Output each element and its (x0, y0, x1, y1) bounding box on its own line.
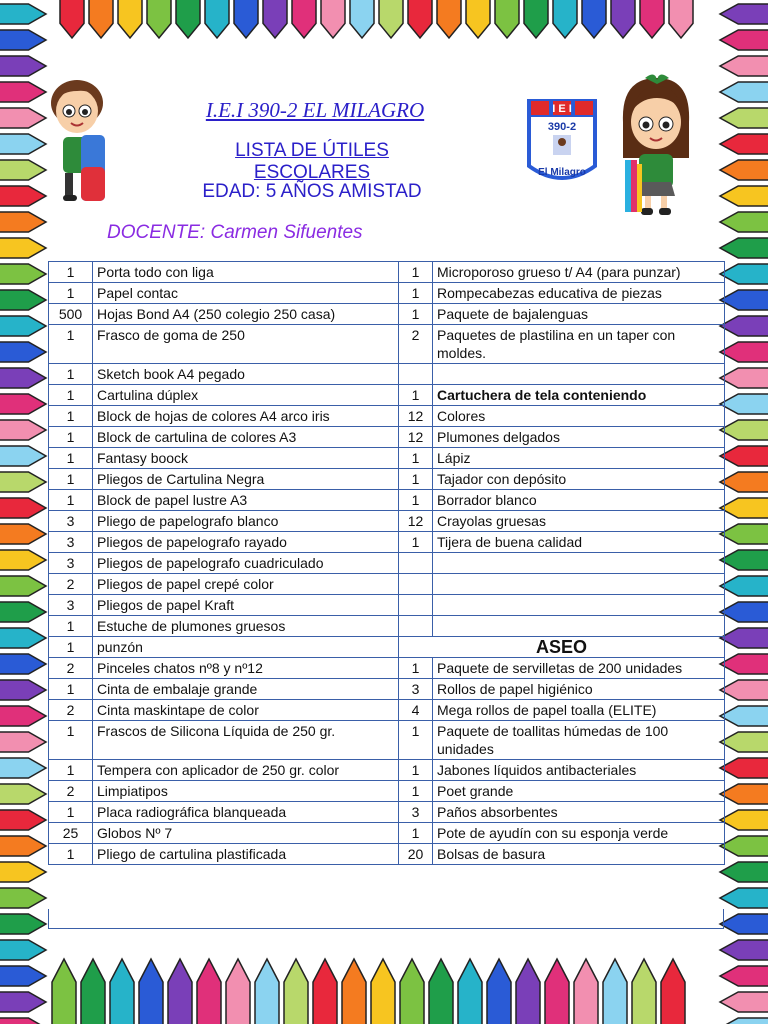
table-row (49, 511, 725, 532)
item-cell: Paquete de toallitas húmedas de 100 unidades (433, 721, 725, 760)
item-cell: Microporoso grueso t/ A4 (para punzar) (433, 262, 725, 283)
crayon-icon (342, 959, 366, 1024)
crayon-icon (81, 959, 105, 1024)
quantity-cell: 1 (49, 427, 93, 448)
item-cell: Pote de ayudín con su esponja verde (433, 823, 725, 844)
crayon-icon (720, 914, 768, 934)
item-cell: Cinta de embalaje grande (93, 679, 399, 700)
header (0, 0, 768, 260)
crayon-icon (720, 706, 768, 726)
crayon-icon (0, 290, 46, 310)
table-row (49, 304, 725, 325)
quantity-cell: 2 (49, 658, 93, 679)
crayon-icon (720, 420, 768, 440)
quantity-cell: 3 (399, 802, 433, 823)
item-cell: Colores (433, 406, 725, 427)
quantity-cell: 1 (49, 385, 93, 406)
badge-name: El Milagro (538, 167, 586, 178)
crayon-icon (720, 862, 768, 882)
item-cell (433, 553, 725, 574)
quantity-cell: 1 (49, 679, 93, 700)
table-row (49, 760, 725, 781)
crayon-icon (0, 628, 46, 648)
quantity-cell: 2 (399, 325, 433, 364)
crayon-icon (720, 290, 768, 310)
crayon-border-bottom (0, 955, 768, 1024)
school-title: I.E.I 390-2 EL MILAGRO (205, 98, 425, 122)
quantity-cell: 1 (49, 637, 93, 658)
boy-illustration (45, 75, 113, 205)
item-cell: Cartuchera de tela conteniendo (433, 385, 725, 406)
quantity-cell (399, 553, 433, 574)
table-row (49, 616, 725, 637)
item-cell: Paquete de servilletas de 200 unidades (433, 658, 725, 679)
quantity-cell: 2 (49, 700, 93, 721)
item-cell: punzón (93, 637, 399, 658)
table-row (49, 700, 725, 721)
crayon-icon (0, 264, 46, 284)
quantity-cell: 1 (399, 532, 433, 553)
crayon-icon (720, 368, 768, 388)
crayon-icon (720, 940, 768, 960)
quantity-cell: 1 (49, 448, 93, 469)
crayon-icon (720, 394, 768, 414)
quantity-cell: 1 (49, 406, 93, 427)
quantity-cell: 1 (399, 658, 433, 679)
badge-top-letters: I E I (552, 103, 572, 115)
crayon-icon (0, 550, 46, 570)
teacher-name: Carmen Sifuentes (210, 222, 363, 243)
item-cell: Tajador con depósito (433, 469, 725, 490)
quantity-cell: 1 (49, 616, 93, 637)
item-cell: Paquetes de plastilina en un taper con moldes. (433, 325, 725, 364)
table-row (49, 781, 725, 802)
age-title: EDAD: 5 AÑOS AMISTAD (202, 181, 422, 202)
quantity-cell: 2 (49, 574, 93, 595)
crayon-icon (0, 368, 46, 388)
item-cell: Pliegos de papelografo cuadriculado (93, 553, 399, 574)
crayon-icon (545, 959, 569, 1024)
quantity-cell: 1 (49, 721, 93, 760)
quantity-cell: 12 (399, 511, 433, 532)
item-cell: Rompecabezas educativa de piezas (433, 283, 725, 304)
item-cell: Estuche de plumones gruesos (93, 616, 399, 637)
supplies-table (48, 261, 725, 865)
quantity-cell (399, 616, 433, 637)
crayon-icon (0, 940, 46, 960)
quantity-cell: 1 (49, 283, 93, 304)
crayon-icon (574, 959, 598, 1024)
crayon-icon (720, 550, 768, 570)
item-cell: Pinceles chatos nº8 y nº12 (93, 658, 399, 679)
item-cell (433, 364, 725, 385)
crayon-icon (720, 576, 768, 596)
crayon-icon (0, 498, 46, 518)
crayon-icon (720, 264, 768, 284)
item-cell: Mega rollos de papel toalla (ELITE) (433, 700, 725, 721)
crayon-icon (0, 758, 46, 778)
crayon-icon (516, 959, 540, 1024)
item-cell: Sketch book A4 pegado (93, 364, 399, 385)
quantity-cell: 1 (49, 490, 93, 511)
quantity-cell: 1 (49, 760, 93, 781)
item-cell: Crayolas gruesas (433, 511, 725, 532)
quantity-cell: 1 (399, 823, 433, 844)
quantity-cell: 3 (49, 595, 93, 616)
girl-illustration (617, 72, 693, 217)
item-cell (433, 574, 725, 595)
crayon-icon (720, 446, 768, 466)
crayon-icon (168, 959, 192, 1024)
crayon-icon (720, 836, 768, 856)
table-row (49, 490, 725, 511)
item-cell: Porta todo con liga (93, 262, 399, 283)
crayon-icon (0, 836, 46, 856)
item-cell (433, 616, 725, 637)
crayon-icon (0, 472, 46, 492)
item-cell: Papel contac (93, 283, 399, 304)
item-cell: Bolsas de basura (433, 844, 725, 865)
item-cell: Cartulina dúplex (93, 385, 399, 406)
crayon-icon (0, 342, 46, 362)
crayon-icon (0, 654, 46, 674)
crayon-icon (720, 680, 768, 700)
item-cell: Block de papel lustre A3 (93, 490, 399, 511)
item-cell: Pliego de cartulina plastificada (93, 844, 399, 865)
crayon-icon (400, 959, 424, 1024)
crayon-icon (720, 966, 768, 986)
crayon-icon (720, 472, 768, 492)
item-cell: Frasco de goma de 250 (93, 325, 399, 364)
crayon-icon (0, 394, 46, 414)
crayon-icon (458, 959, 482, 1024)
crayon-icon (720, 654, 768, 674)
item-cell: Placa radiográfica blanqueada (93, 802, 399, 823)
quantity-cell: 12 (399, 427, 433, 448)
table-row (49, 469, 725, 490)
table-row (49, 823, 725, 844)
item-cell: Fantasy boock (93, 448, 399, 469)
crayon-icon (0, 732, 46, 752)
quantity-cell: 3 (399, 679, 433, 700)
table-row (49, 283, 725, 304)
item-cell: Tempera con aplicador de 250 gr. color (93, 760, 399, 781)
item-cell: Block de cartulina de colores A3 (93, 427, 399, 448)
quantity-cell: 3 (49, 532, 93, 553)
crayon-icon (0, 706, 46, 726)
crayon-icon (720, 316, 768, 336)
item-cell: Cinta maskintape de color (93, 700, 399, 721)
crayon-icon (0, 784, 46, 804)
item-cell: Pliegos de Cartulina Negra (93, 469, 399, 490)
table-row (49, 427, 725, 448)
crayon-icon (0, 680, 46, 700)
item-cell: Paquete de bajalenguas (433, 304, 725, 325)
crayon-icon (0, 992, 46, 1012)
table-row (49, 844, 725, 865)
item-cell: Poet grande (433, 781, 725, 802)
quantity-cell: 1 (49, 325, 93, 364)
quantity-cell: 1 (399, 448, 433, 469)
item-cell: Frascos de Silicona Líquida de 250 gr. (93, 721, 399, 760)
crayon-icon (0, 862, 46, 882)
crayon-icon (720, 628, 768, 648)
crayon-icon (603, 959, 627, 1024)
teacher-line (107, 222, 363, 244)
crayon-icon (0, 602, 46, 622)
quantity-cell: 500 (49, 304, 93, 325)
crayon-icon (110, 959, 134, 1024)
crayon-icon (720, 992, 768, 1012)
quantity-cell: 1 (399, 304, 433, 325)
crayon-icon (720, 810, 768, 830)
item-cell: Jabones líquidos antibacteriales (433, 760, 725, 781)
crayon-icon (720, 732, 768, 752)
quantity-cell (399, 574, 433, 595)
quantity-cell: 1 (49, 802, 93, 823)
table-row (49, 679, 725, 700)
quantity-cell: 1 (49, 844, 93, 865)
crayon-icon (720, 888, 768, 908)
quantity-cell: 1 (399, 385, 433, 406)
crayon-icon (720, 602, 768, 622)
quantity-cell: 20 (399, 844, 433, 865)
crayon-icon (284, 959, 308, 1024)
crayon-icon (0, 966, 46, 986)
table-row (49, 658, 725, 679)
quantity-cell: 1 (49, 469, 93, 490)
teacher-label: DOCENTE: (107, 222, 206, 243)
item-cell: Paños absorbentes (433, 802, 725, 823)
crayon-icon (632, 959, 656, 1024)
crayon-icon (720, 758, 768, 778)
quantity-cell: 25 (49, 823, 93, 844)
quantity-cell: 1 (399, 490, 433, 511)
crayon-icon (371, 959, 395, 1024)
crayon-icon (0, 1018, 46, 1024)
crayon-icon (0, 914, 46, 934)
crayon-icon (0, 420, 46, 440)
item-cell (433, 595, 725, 616)
quantity-cell: 2 (49, 781, 93, 802)
crayon-icon (0, 810, 46, 830)
crayon-icon (429, 959, 453, 1024)
crayon-icon (720, 524, 768, 544)
table-row (49, 325, 725, 364)
crayon-icon (226, 959, 250, 1024)
item-cell: Pliego de papelografo blanco (93, 511, 399, 532)
table-row (49, 406, 725, 427)
item-cell: Lápiz (433, 448, 725, 469)
quantity-cell: 4 (399, 700, 433, 721)
crayon-icon (661, 959, 685, 1024)
table-row (49, 364, 725, 385)
crayon-icon (197, 959, 221, 1024)
table-row (49, 532, 725, 553)
crayon-icon (0, 316, 46, 336)
quantity-cell: 1 (399, 262, 433, 283)
quantity-cell: 1 (399, 469, 433, 490)
table-row (49, 595, 725, 616)
quantity-cell: 3 (49, 553, 93, 574)
item-cell: Borrador blanco (433, 490, 725, 511)
quantity-cell (399, 364, 433, 385)
quantity-cell (399, 595, 433, 616)
item-cell: Tijera de buena calidad (433, 532, 725, 553)
quantity-cell: 1 (399, 760, 433, 781)
table-row (49, 262, 725, 283)
crayon-icon (139, 959, 163, 1024)
crayon-icon (487, 959, 511, 1024)
item-cell: Limpiatipos (93, 781, 399, 802)
item-cell: Hojas Bond A4 (250 colegio 250 casa) (93, 304, 399, 325)
quantity-cell: 1 (399, 721, 433, 760)
crayon-icon (0, 576, 46, 596)
crayon-icon (720, 1018, 768, 1024)
crayon-icon (313, 959, 337, 1024)
crayon-icon (0, 446, 46, 466)
crayon-icon (52, 959, 76, 1024)
item-cell: Pliegos de papel Kraft (93, 595, 399, 616)
table-row (49, 574, 725, 595)
table-row (49, 637, 725, 658)
section-heading-aseo: ASEO (399, 637, 725, 658)
badge-number: 390-2 (547, 121, 577, 133)
list-title: LISTA DE ÚTILES ESCOLARES (235, 140, 389, 183)
item-cell: Pliegos de papel crepé color (93, 574, 399, 595)
table-row (49, 385, 725, 406)
quantity-cell: 3 (49, 511, 93, 532)
quantity-cell: 1 (49, 262, 93, 283)
supplies-table-body (49, 262, 725, 865)
table-row (49, 802, 725, 823)
crayon-icon (720, 498, 768, 518)
item-cell: Rollos de papel higiénico (433, 679, 725, 700)
item-cell: Block de hojas de colores A4 arco iris (93, 406, 399, 427)
quantity-cell: 1 (399, 781, 433, 802)
table-footer-row (48, 909, 724, 929)
table-row (49, 721, 725, 760)
crayon-icon (0, 524, 46, 544)
item-cell: Pliegos de papelografo rayado (93, 532, 399, 553)
quantity-cell: 1 (49, 364, 93, 385)
quantity-cell: 1 (399, 283, 433, 304)
crayon-icon (0, 888, 46, 908)
quantity-cell: 12 (399, 406, 433, 427)
table-row (49, 553, 725, 574)
crayon-icon (255, 959, 279, 1024)
table-row (49, 448, 725, 469)
crayon-icon (720, 342, 768, 362)
item-cell: Plumones delgados (433, 427, 725, 448)
school-badge (525, 97, 599, 189)
item-cell: Globos Nº 7 (93, 823, 399, 844)
crayon-icon (720, 784, 768, 804)
